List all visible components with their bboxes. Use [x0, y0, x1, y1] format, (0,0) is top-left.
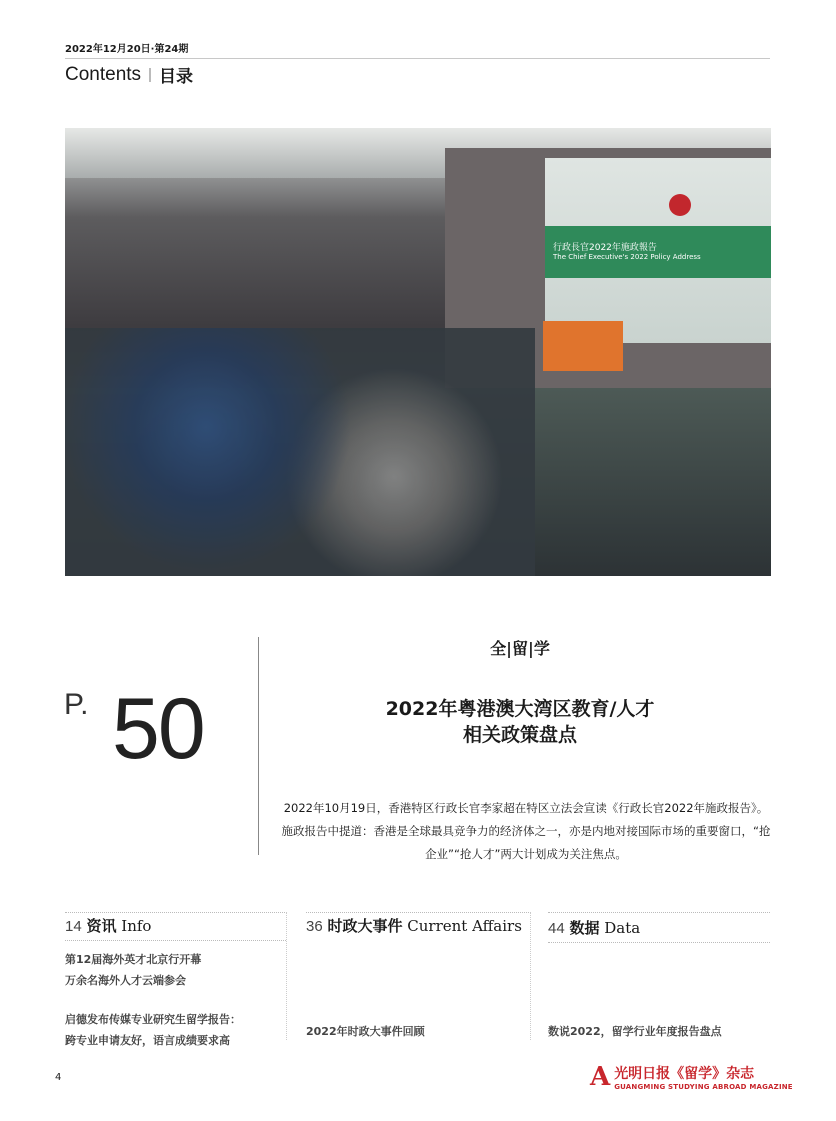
header-divider: [65, 58, 770, 59]
feature-page-number: 50: [112, 681, 204, 777]
column-page: 44: [548, 920, 565, 937]
section-label: 全|留|学: [490, 639, 550, 658]
list-item[interactable]: 数说2022，留学行业年度报告盘点: [548, 1025, 722, 1038]
banner-en: The Chief Executive's 2022 Policy Address: [553, 253, 701, 261]
feature-lede: 2022年10月19日，香港特区行政长官李家超在特区立法会宣读《行政长官2022年施政报告》。施政报告中提道：香港是全球最具竞争力的经济体之一，亦是内地对接国际市场的重要窗口，“抢企业”“抢人才”两大计划成为关注焦点。: [281, 801, 771, 861]
magazine-logo: [590, 1062, 793, 1092]
banner-cn: 行政長官2022年施政報告: [553, 243, 657, 253]
headline-line-2: 相关政策盘点: [462, 724, 577, 746]
list-item[interactable]: 万余名海外人才云端参会: [65, 974, 186, 987]
feature-headline[interactable]: [270, 696, 770, 748]
title-en: Contents: [65, 63, 142, 85]
column-en: Data: [604, 919, 641, 937]
logo-mark-icon: A: [590, 1062, 611, 1092]
list-item[interactable]: 跨专业申请友好，语言成绩要求高: [65, 1034, 230, 1047]
list-item[interactable]: 第12届海外英才北京行开幕: [65, 953, 202, 966]
photo-audience: [65, 328, 535, 576]
column-cn: 数据: [569, 919, 600, 937]
hk-emblem-icon: [669, 194, 691, 216]
photo-banner: [545, 226, 771, 278]
column-page: 36: [306, 918, 323, 935]
feature-divider: [258, 637, 259, 855]
page-prefix: P.: [64, 688, 89, 721]
column-header[interactable]: [548, 913, 770, 943]
page-title: [65, 62, 193, 87]
list-item[interactable]: 启德发布传媒专业研究生留学报告：: [65, 1013, 241, 1026]
feature-photo-press-conference: [65, 128, 771, 576]
logo-en: GUANGMING STUDYING ABROAD MAGAZINE: [614, 1083, 793, 1091]
column-page: 14: [65, 918, 82, 935]
headline-line-1: 2022年粤港澳大湾区教育/人才: [385, 698, 655, 720]
column-cn: 资讯: [86, 917, 117, 935]
column-en: Current Affairs: [407, 917, 522, 935]
logo-cn: 光明日报《留学》杂志: [614, 1066, 755, 1082]
column-current-affairs: [306, 912, 531, 1040]
title-cn: 目录: [159, 67, 194, 86]
column-info: [65, 912, 287, 1047]
title-separator: [149, 68, 151, 82]
column-header[interactable]: [306, 913, 530, 940]
issue-date: 2022年12月20日·第24期: [65, 44, 189, 55]
column-data: [548, 912, 770, 1040]
column-header[interactable]: [65, 913, 286, 941]
page-number: 4: [55, 1072, 62, 1083]
photo-podium: [543, 321, 623, 371]
column-cn: 时政大事件: [327, 917, 403, 935]
list-item[interactable]: 2022年时政大事件回顾: [306, 1025, 425, 1038]
column-en: Info: [121, 917, 152, 935]
